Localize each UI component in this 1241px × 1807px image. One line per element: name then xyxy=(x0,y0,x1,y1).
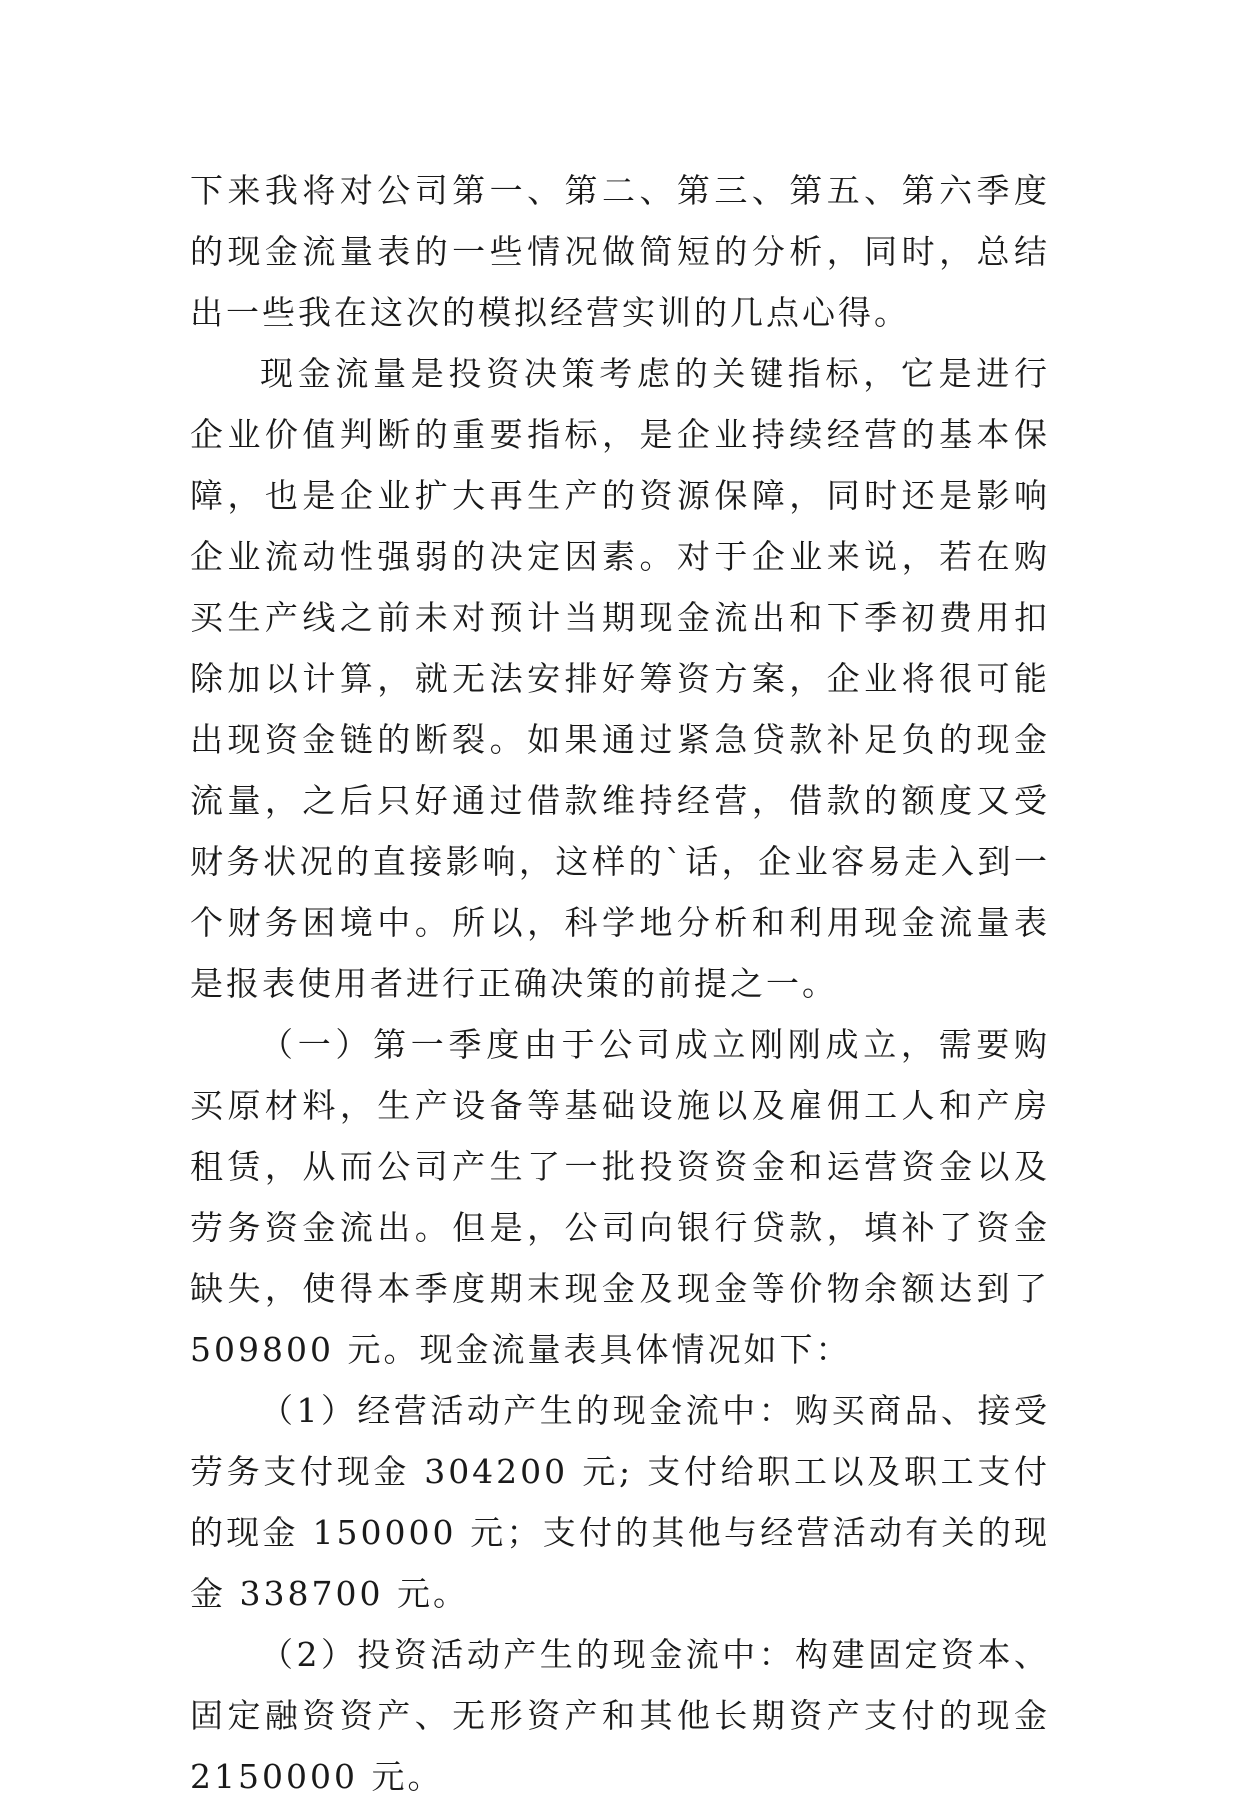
paragraph-first-quarter: （一）第一季度由于公司成立刚刚成立，需要购买原材料，生产设备等基础设施以及雇佣工人和产房租赁，从而公司产生了一批投资资金和运营资金以及劳务资金流出。但是，公司向银行贷款，填补了资金缺失，使得本季度期末现金及现金等价物余额达到了 509800 元。现金流量表具体情况如下： xyxy=(190,1025,1050,1369)
document-body xyxy=(190,160,1050,1807)
paragraph-operating-activities: （1）经营活动产生的现金流中：购买商品、接受劳务支付现金 304200 元; 支付给职工以及职工支付的现金 150000 元；支付的其他与经营活动有关的现金 338700 元。 xyxy=(190,1391,1050,1613)
paragraph-cash-flow-importance: 现金流量是投资决策考虑的关键指标，它是进行企业价值判断的重要指标，是企业持续经营的基本保障，也是企业扩大再生产的资源保障，同时还是影响企业流动性强弱的决定因素。对于企业来说，若在购买生产线之前未对预计当期现金流出和下季初费用扣除加以计算，就无法安排好筹资方案，企业将很可能出现资金链的断裂。如果通过紧急贷款补足负的现金流量，之后只好通过借款维持经营，借款的额度又受财务状况的直接影响，这样的`话，企业容易走入到一个财务困境中。所以，科学地分析和利用现金流量表是报表使用者进行正确决策的前提之一。 xyxy=(190,354,1050,1003)
paragraph-intro: 下来我将对公司第一、第二、第三、第五、第六季度的现金流量表的一些情况做简短的分析，同时，总结出一些我在这次的模拟经营实训的几点心得。 xyxy=(190,171,1050,332)
paragraph-investing-activities: （2）投资活动产生的现金流中：构建固定资本、固定融资资产、无形资产和其他长期资产支付的现金 2150000 元。 xyxy=(190,1635,1050,1796)
